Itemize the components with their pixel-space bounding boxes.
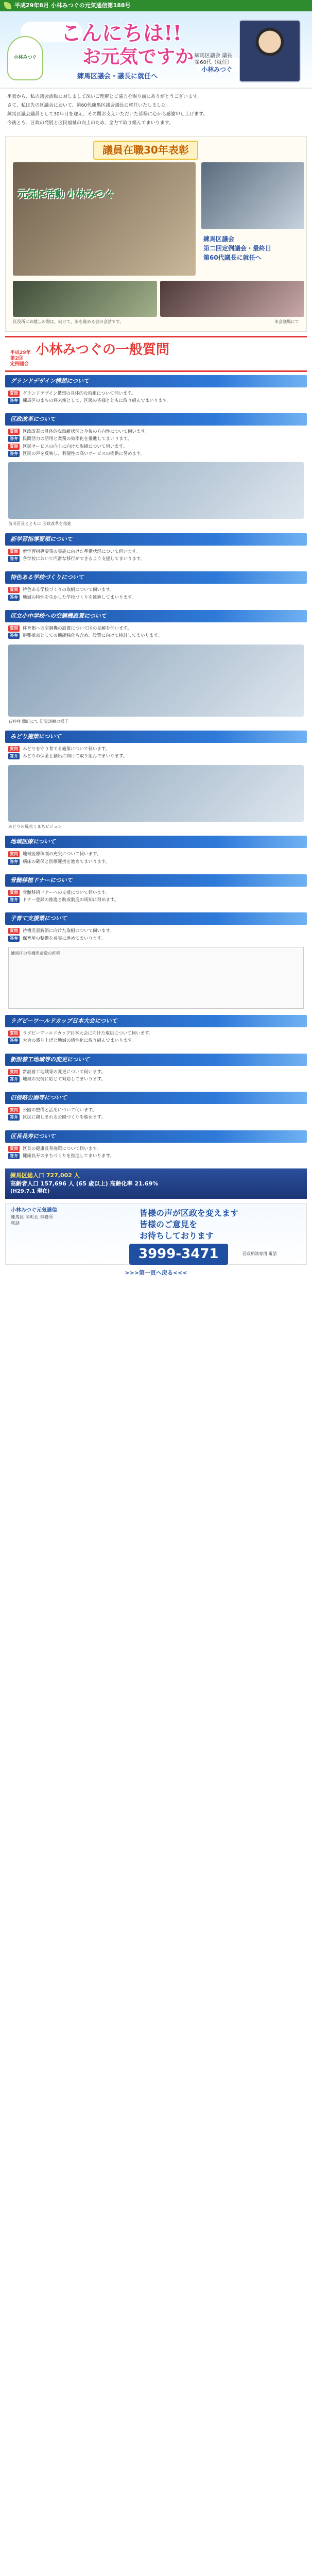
anniversary-side-text (203, 234, 271, 262)
question-tag: 質問 (8, 549, 20, 555)
anniversary-title: 議員在職30年表彰 (93, 141, 198, 160)
qa-text: 区民の声を反映し、利便性の高いサービスの提供に努めます。 (23, 451, 145, 457)
qa-row (8, 851, 304, 857)
contact-slogan (140, 1208, 238, 1242)
population-line: 練馬区総人口 727,002 人 (10, 1172, 80, 1179)
qa-row (8, 1030, 304, 1037)
answer-tag: 答弁 (8, 595, 20, 601)
qa-text: 待機児童解消に向けた取組について伺います。 (23, 928, 114, 934)
slogan-line: お待ちしております (140, 1231, 214, 1241)
qa-list (5, 387, 307, 408)
newsletter-header (0, 0, 312, 11)
question-section (5, 533, 307, 566)
qa-text: 骨髄移植ドナーへの支援について伺います。 (23, 890, 110, 895)
qa-list (5, 1066, 307, 1086)
qa-text: 地域の実情に応じて対応してまいります。 (23, 1076, 106, 1082)
qa-text: 区長の健康長寿施策について伺います。 (23, 1146, 101, 1151)
question-tag: 質問 (8, 444, 20, 450)
qa-row (8, 633, 304, 639)
mascot-character (7, 36, 43, 80)
qa-list (5, 925, 307, 945)
section-title: 地域医療について (5, 836, 307, 848)
question-section (5, 571, 307, 604)
qa-text: 地域の特性を生かした学校づくりを推進してまいります。 (23, 595, 136, 600)
section-title: みどり施策について (5, 731, 307, 743)
section-title: 新設着工地域等の変更について (5, 1054, 307, 1066)
qa-row (8, 391, 304, 397)
question-tag: 質問 (8, 890, 20, 896)
qa-row (8, 451, 304, 457)
section-photo (8, 765, 304, 822)
section-title: グランドデザイン構想について (5, 375, 307, 387)
greeting-line-1: こんにちは!! (61, 21, 182, 45)
qa-list (5, 546, 307, 566)
qa-text: 体育館への空調機の設置について区の見解を伺います。 (23, 625, 132, 631)
answer-tag: 答弁 (8, 436, 20, 442)
member-name: 小林みつぐ (201, 66, 232, 73)
question-tag: 質問 (8, 746, 20, 752)
question-tag: 質問 (8, 1146, 20, 1152)
answer-tag: 答弁 (8, 897, 20, 903)
meeting-photo (13, 281, 157, 317)
qa-text: 民間活力の活用と業務の効率化を推進してまいります。 (23, 436, 132, 442)
answer-tag: 答弁 (8, 556, 20, 562)
photo-caption: 前川区長とともに 区政改革を推進 (8, 521, 72, 527)
phone-number[interactable]: 3999-3471 (129, 1244, 228, 1265)
table-caption: 練馬区の待機児童数の推移 (11, 951, 60, 956)
qa-row (8, 436, 304, 442)
question-tag: 質問 (8, 625, 20, 632)
newsletter-title: 平成29年8月 小林みつぐの元気通信第188号 (14, 2, 131, 9)
question-section (5, 874, 307, 907)
question-tag: 質問 (8, 1107, 20, 1113)
question-tag: 質問 (8, 391, 20, 397)
qa-list (5, 1143, 307, 1163)
answer-tag: 答弁 (8, 936, 20, 942)
qa-row (8, 1153, 304, 1159)
greeting-line-2: お元気ですか (82, 46, 194, 67)
qa-row (8, 859, 304, 865)
qa-row (8, 444, 304, 450)
section-title: 子育て支援策について (5, 912, 307, 925)
section-title: ラグビーワールドカップ日本大会について (5, 1015, 307, 1027)
question-section (5, 912, 307, 1009)
qa-row (8, 1076, 304, 1082)
answer-tag: 答弁 (8, 1038, 20, 1044)
photo-caption: 本会議場にて (274, 319, 299, 325)
office-address: 練馬区 関町北 事務所 (11, 1214, 53, 1220)
qa-list (5, 743, 307, 763)
session-meta (10, 350, 31, 367)
qa-text: 新学習指導要領の実施に向けた準備状況について伺います。 (23, 549, 141, 554)
intro-paragraph: 平素から、私の議会活動に対しまして深いご理解とご協力を賜り誠にありがとうございます。 (7, 94, 202, 99)
qa-row (8, 549, 304, 555)
intro-paragraph: 今後とも、区政の発展と区民福祉の向上のため、全力で取り組んでまいります。 (7, 121, 174, 126)
qa-text: 新設着工地域等の変更について伺います。 (23, 1069, 106, 1075)
answer-tag: 答弁 (8, 859, 20, 865)
qa-row (8, 936, 304, 942)
slogan-line: 皆様のご意見を (140, 1219, 198, 1230)
qa-row (8, 1069, 304, 1075)
anniversary-badge: 元気に活動 小林みつぐ (18, 189, 114, 200)
section-title: 区政改革について (5, 413, 307, 426)
qa-text: 避難拠点としての機能強化も含め、設置に向けて検討してまいります。 (23, 633, 162, 639)
question-tag: 質問 (8, 928, 20, 934)
qa-text: 保育所の整備を着実に進めてまいります。 (23, 936, 106, 941)
qa-text: 特色ある学校づくりの取組について伺います。 (23, 587, 114, 593)
qa-row (8, 587, 304, 593)
office-tel-label: 電話 (11, 1221, 20, 1227)
question-tag: 質問 (8, 1030, 20, 1037)
qa-text: 区民サービスの向上に向けた取組について伺います。 (23, 444, 128, 449)
phone-note: 区政相談専用 電話 (242, 1251, 277, 1256)
qa-row (8, 1107, 304, 1113)
qa-list (5, 848, 307, 868)
back-to-top-link[interactable]: >>>第一頁へ戻る<<< (125, 1269, 187, 1276)
photo-caption: 区役所にお越しの際は、向けて、歩を進める会の会話です。 (13, 319, 124, 325)
answer-tag: 答弁 (8, 398, 20, 404)
side-line: 第二回定例議会・最終日 (203, 245, 272, 252)
section-photo (8, 462, 304, 519)
answer-tag: 答弁 (8, 451, 20, 457)
qa-row (8, 890, 304, 896)
hero-banner (0, 11, 312, 89)
qa-text: 健康長寿のまちづくりを推進してまいります。 (23, 1153, 114, 1159)
side-line: 第60代議長に就任へ (203, 254, 262, 262)
stats-table (8, 947, 304, 1009)
nameplate (195, 53, 232, 74)
name-title: 練馬区議会 議長 (194, 53, 232, 59)
question-section (5, 413, 307, 527)
qa-text: ドナー登録の推進と助成制度の周知に努めます。 (23, 897, 119, 903)
question-section (5, 1130, 307, 1163)
question-tag: 質問 (8, 1069, 20, 1075)
qa-list (5, 1104, 307, 1124)
qa-row (8, 746, 304, 752)
section-title: 旧侵略公園等について (5, 1092, 307, 1104)
question-tag: 質問 (8, 429, 20, 435)
question-section (5, 1054, 307, 1086)
question-section (5, 836, 307, 868)
session-number: 第2回 (10, 355, 23, 361)
question-heading: 小林みつぐの一般質問 (36, 342, 170, 358)
intro-paragraph: 練馬区議会議員として30年目を迎え、その間お支えいただいた皆様に心から感謝申し上げます。 (7, 112, 208, 117)
office-info (11, 1207, 124, 1228)
qa-text: 練馬区のまちの将来像として、区民の皆様とともに取り組んでまいります。 (23, 398, 171, 403)
question-sections (0, 375, 312, 1163)
section-title: 骨髄移植ドナーについて (5, 874, 307, 887)
leaf-icon (4, 2, 11, 9)
answer-tag: 答弁 (8, 1114, 20, 1121)
qa-list (5, 1027, 307, 1047)
qa-row (8, 1038, 304, 1044)
award-photo (13, 162, 196, 276)
qa-row (8, 1146, 304, 1152)
qa-row (8, 897, 304, 903)
answer-tag: 答弁 (8, 1153, 20, 1159)
qa-text: 公園の整備と活用について伺います。 (23, 1108, 97, 1113)
section-photo (8, 645, 304, 717)
qa-row (8, 928, 304, 934)
section-title: 区立小中学校への空調機設置について (5, 610, 307, 622)
elderly-line: 高齢者人口 157,696 人 (65 歳以上) 高齢化率 21.69% (10, 1180, 159, 1188)
question-tag: 質問 (8, 587, 20, 593)
contact-block (5, 1203, 307, 1265)
qa-text: ラグビーワールドカップ日本大会に向けた取組について伺います。 (23, 1030, 153, 1036)
intro-text (0, 89, 312, 132)
question-tag: 質問 (8, 851, 20, 857)
answer-tag: 答弁 (8, 1076, 20, 1082)
qa-text: みどりを守り育てる施策について伺います。 (23, 747, 110, 752)
intro-paragraph: さて、私は先の区議会において、第60代練馬区議会議長に就任いたしました。 (7, 103, 171, 109)
section-title: 特色ある学校づくりについて (5, 571, 307, 584)
qa-row (8, 556, 304, 562)
section-title: 区長長寿について (5, 1130, 307, 1143)
session-year: 平成29年 (10, 350, 31, 356)
qa-list (5, 622, 307, 642)
qa-text: 大会の盛り上げと地域の活性化に取り組んでまいります。 (23, 1038, 136, 1044)
qa-text: 地域医療体制の充実について伺います。 (23, 852, 101, 857)
qa-row (8, 429, 304, 435)
question-section (5, 1015, 307, 1047)
question-section (5, 1092, 307, 1124)
qa-list (5, 426, 307, 460)
qa-row (8, 753, 304, 759)
qa-list (5, 887, 307, 907)
side-line: 練馬区議会 (203, 235, 235, 243)
profile-note: (H29.7.1 現在) (10, 1189, 50, 1195)
qa-text: グランドデザイン構想の具体的な取組について伺います。 (23, 391, 136, 396)
qa-text: 区政改革の具体的な取組状況と今後の方向性について伺います。 (23, 429, 149, 435)
question-section (5, 610, 307, 724)
office-name: 小林みつぐ元気通信 (11, 1207, 57, 1213)
qa-text: みどりの保全と創出に向けて取り組んでまいります。 (23, 754, 128, 759)
hero-tagline: 練馬区議会・議長に就任へ (77, 73, 158, 80)
photo-caption: 石神井 関町にて 防災訓練の様子 (8, 719, 69, 724)
general-question-heading (5, 336, 307, 371)
anniversary-section (5, 136, 307, 332)
answer-tag: 答弁 (8, 753, 20, 759)
slogan-line: 皆様の声が区政を変えます (140, 1208, 239, 1218)
qa-row (8, 595, 304, 601)
qa-row (8, 625, 304, 632)
photo-caption: みどりの風吹くまちビジョン (8, 824, 62, 829)
session-type: 定例議会 (10, 361, 29, 367)
answer-tag: 答弁 (8, 633, 20, 639)
qa-row (8, 398, 304, 404)
mascot-label: 小林みつぐ (13, 55, 37, 61)
qa-text: 各学校において円滑な移行ができるよう支援してまいります。 (23, 556, 145, 562)
qa-list (5, 584, 307, 604)
assembly-photo (201, 162, 304, 229)
chamber-photo (160, 281, 304, 317)
member-portrait (239, 20, 301, 82)
question-section (5, 731, 307, 829)
qa-row (8, 1114, 304, 1121)
qa-text: 区民に親しまれる公園づくりを進めます。 (23, 1115, 106, 1121)
qa-text: 病床の確保と医療連携を進めてまいります。 (23, 859, 110, 865)
name-number: 第60代（就任） (195, 60, 232, 65)
section-title: 新学習指導要領について (5, 533, 307, 546)
question-section (5, 375, 307, 408)
ward-profile (5, 1168, 307, 1198)
